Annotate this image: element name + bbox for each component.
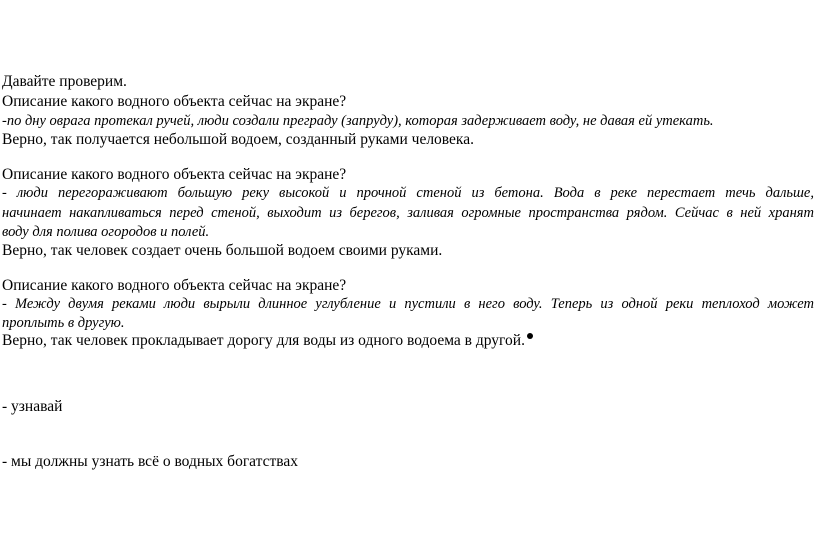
- description-3-line-2: проплыть в другую.: [2, 315, 125, 331]
- answer-2: Верно, так человек создает очень большой водоем своими руками.: [2, 242, 443, 259]
- question-2: Описание какого водного объекта сейчас на экране?: [2, 166, 347, 183]
- intro-text: Давайте проверим.: [2, 73, 127, 90]
- question-1: Описание какого водного объекта сейчас на экране?: [2, 93, 347, 110]
- answer-1: Верно, так получается небольшой водоем, созданный руками человека.: [2, 131, 474, 148]
- footer-item-2: - мы должны узнать всё о водных богатствах: [2, 453, 299, 470]
- description-1-line-1: -по дну оврага протекал ручей, люди создали преграду (запруду), которая задерживает воду, не давая ей утекать.: [2, 113, 714, 129]
- description-3-line-1: - Между двумя реками люди вырыли длинное углубление и пустили в него воду. Теперь из одной реки теплоход может: [2, 296, 814, 312]
- question-3: Описание какого водного объекта сейчас на экране?: [2, 277, 347, 294]
- description-2-line-3: воду для полива огородов и полей.: [2, 224, 210, 240]
- bullet-dot-icon: [527, 333, 533, 339]
- answer-3: Верно, так человек прокладывает дорогу для воды из одного водоема в другой.: [2, 332, 525, 349]
- footer-item-1: - узнавай: [2, 398, 63, 415]
- description-2-line-2: начинает накапливаться перед стеной, выходит из берегов, заливая огромные пространства рядом. Сейчас в ней хранят: [2, 205, 814, 221]
- answer-3-row: [2, 331, 814, 351]
- description-2-line-1: - люди перегораживают большую реку высокой и прочной стеной из бетона. Вода в реке перестает течь дальше,: [2, 185, 814, 201]
